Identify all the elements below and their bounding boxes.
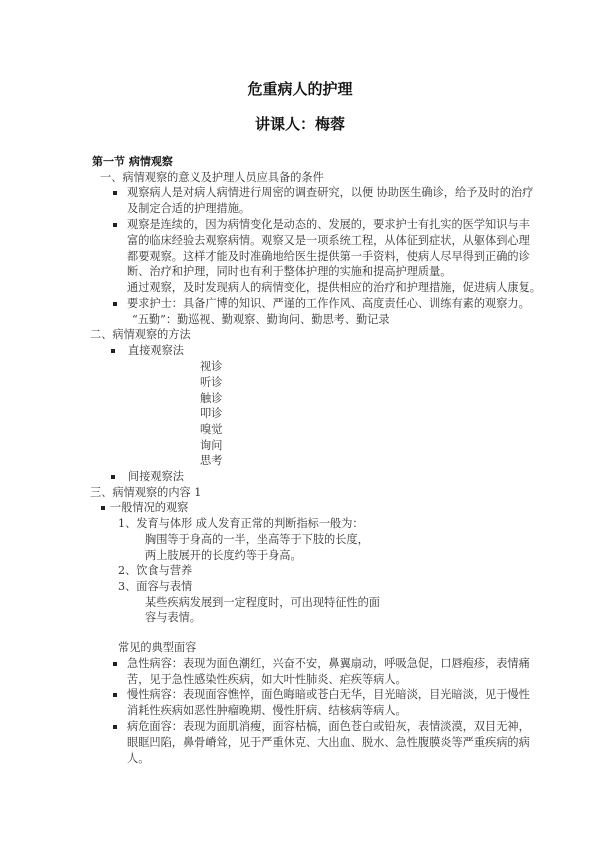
general-observation: 一般情况的观察 xyxy=(110,501,189,514)
method-item: 询问 xyxy=(200,439,223,452)
bullet-icon xyxy=(113,662,117,666)
part3-heading: 三、病情观察的内容 1 xyxy=(90,486,202,499)
paragraph-line: 富的临床经验去观察病情。观察又是一项系统工程，从体征到症状，从躯体到心理 xyxy=(127,234,530,247)
paragraph-line: 某些疾病发展到一定程度时，可出现特征性的面 xyxy=(145,596,380,609)
paragraph-line: 苦，见于急性感染性疾病，如大叶性肺炎、疟疾等病人。 xyxy=(127,673,407,686)
method-item: 触诊 xyxy=(200,392,223,405)
bullet-icon xyxy=(113,725,117,729)
method-item: 听诊 xyxy=(200,376,223,389)
lecturer-line: 讲课人：梅蓉 xyxy=(254,115,345,133)
direct-method: 直接观察法 xyxy=(128,344,184,357)
typical-faces-heading: 常见的典型面容 xyxy=(118,641,197,654)
section-heading: 第一节 病情观察 xyxy=(92,155,173,168)
paragraph-line: 都要观察。这样才能及时准确地给医生提供第一手资料，使病人尽早得到正确的诊 xyxy=(127,250,530,263)
paragraph-line: 两上肢展开的长度约等于身高。 xyxy=(145,549,302,562)
paragraph-line: 眼眶凹陷，鼻骨嵴耸，见于严重休克、大出血、脱水、急性腹膜炎等严重疾病的病 xyxy=(127,736,530,749)
list-item: 2、饮食与营养 xyxy=(118,564,193,577)
paragraph-line: 通过观察，及时发现病人的病情变化，提供相应的治疗和护理措施，促进病人康复。 xyxy=(127,281,541,294)
paragraph-line: 人。 xyxy=(127,752,150,765)
paragraph-line: 断、治疗和护理，同时也有利于整体护理的实施和提高护理质量。 xyxy=(127,265,452,278)
paragraph-line: 胸围等于身高的一半，坐高等于下肢的长度， xyxy=(145,533,369,546)
bullet-icon xyxy=(111,475,115,479)
paragraph-line: 要求护士：具备广博的知识、严谨的工作作风、高度责任心、训练有素的观察力。 xyxy=(127,297,530,310)
list-item: 1、发育与体形 成人发育正常的判断指标一般为： xyxy=(118,517,364,530)
paragraph-line: 消耗性疾病如恶性肿瘤晚期、慢性肝病、结核病等病人。 xyxy=(127,704,407,717)
method-item: 嗅觉 xyxy=(200,423,223,436)
paragraph-line: “五勤”：勤巡视、勤观察、勤询问、勤思考、勤记录 xyxy=(132,313,390,326)
bullet-icon xyxy=(101,506,105,510)
bullet-icon xyxy=(111,349,115,353)
bullet-icon xyxy=(113,693,117,697)
bullet-icon xyxy=(113,191,117,195)
bullet-icon xyxy=(113,223,117,227)
paragraph-line: 观察病人是对病人病情进行周密的调查研究，以便 协助医生确诊，给予及时的治疗 xyxy=(127,186,534,199)
method-item: 思考 xyxy=(200,454,223,467)
paragraph-line: 慢性病容：表现面容憔悴，面色晦暗或苍白无华，目光暗淡，目光暗淡，见于慢性 xyxy=(127,688,530,701)
bullet-icon xyxy=(113,302,117,306)
document-title: 危重病人的护理 xyxy=(247,80,353,98)
part2-heading: 二、病情观察的方法 xyxy=(90,328,191,341)
method-item: 叩诊 xyxy=(200,407,223,420)
paragraph-line: 观察是连续的，因为病情变化是动态的、发展的，要求护士有扎实的医学知识与丰 xyxy=(127,218,530,231)
paragraph-line: 病危面容：表现为面肌消瘦，面容枯槁，面色苍白或铅灰，表情淡漠，双目无神， xyxy=(127,720,530,733)
paragraph-line: 容与表情。 xyxy=(145,611,201,624)
paragraph-line: 及制定合适的护理措施。 xyxy=(127,202,251,215)
indirect-method: 间接观察法 xyxy=(128,470,184,483)
part1-heading: 一、病情观察的意义及护理人员应具备的条件 xyxy=(100,171,324,184)
method-item: 视诊 xyxy=(200,360,223,373)
list-item: 3、面容与表情 xyxy=(118,580,193,593)
paragraph-line: 急性病容：表现为面色潮红，兴奋不安，鼻翼扇动，呼吸急促，口唇疱疹，表情痛 xyxy=(127,657,530,670)
